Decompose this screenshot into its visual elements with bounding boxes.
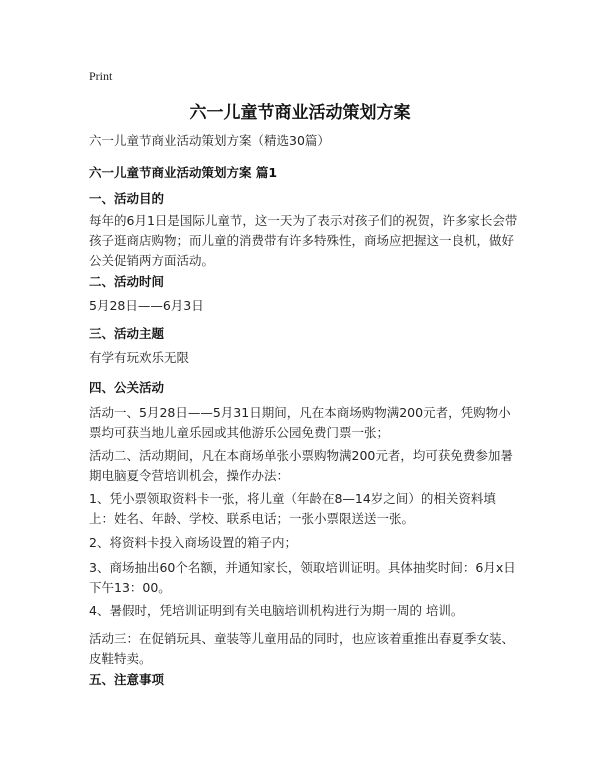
heading-pr: 四、公关活动	[89, 380, 165, 395]
section-title: 六一儿童节商业活动策划方案 篇1	[89, 165, 278, 180]
paragraph-step-1: 1、凭小票领取资料卡一张，将儿童（年龄在8—14岁之间）的相关资料填上：姓名、年龄、学校、联系电话；一张小票限送送一张。	[89, 491, 496, 526]
paragraph-step-2: 2、将资料卡投入商场设置的箱子内；	[89, 535, 297, 550]
paragraph-activity-1: 活动一、5月28日——5月31日期间，凡在本商场购物满200元者，凭购物小票均可获当地儿童乐园或其他游乐公园免费门票一张；	[89, 405, 511, 440]
paragraph-activity-2: 活动二、活动期间，凡在本商场单张小票购物满200元者，均可获免费参加暑期电脑夏令营培训机会，操作办法：	[89, 448, 513, 483]
paragraph-step-3: 3、商场抽出60个名额，并通知家长，领取培训证明。具体抽奖时间：6月x日下午13：00。	[89, 560, 516, 595]
paragraph-theme: 有学有玩欢乐无限	[89, 350, 190, 365]
paragraph-time: 5月28日——6月3日	[89, 298, 204, 313]
page-title: 六一儿童节商业活动策划方案	[189, 103, 411, 123]
document-subtitle: 六一儿童节商业活动策划方案（精选30篇）	[89, 133, 330, 148]
paragraph-activity-3: 活动三：在促销玩具、童装等儿童用品的同时，也应该着重推出春夏季女装、皮鞋特卖。	[89, 631, 515, 666]
heading-theme: 三、活动主题	[89, 326, 165, 341]
paragraph-purpose: 每年的6月1日是国际儿童节，这一天为了表示对孩子们的祝贺，许多家长会带孩子逛商店购物；而儿童的消费带有许多特殊性，商场应把握这一良机，做好公关促销两方面活动。	[89, 213, 518, 268]
heading-time: 二、活动时间	[89, 274, 165, 289]
heading-notes: 五、注意事项	[89, 672, 165, 687]
heading-purpose: 一、活动目的	[89, 191, 165, 206]
print-label[interactable]: Print	[89, 69, 113, 83]
paragraph-step-4: 4、暑假时，凭培训证明到有关电脑培训机构进行为期一周的 培训。	[89, 603, 464, 618]
